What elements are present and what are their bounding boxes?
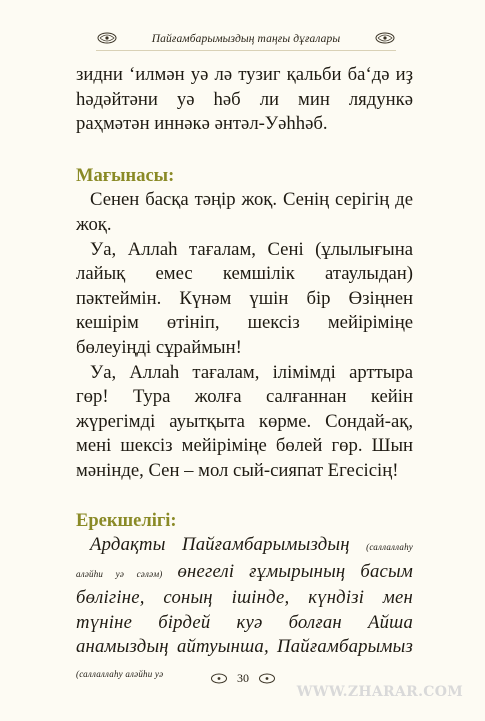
page-content [76, 63, 413, 687]
ornament-icon [374, 30, 396, 46]
salawat-note-2: (саллаллаһу аләйһи уә [76, 669, 164, 680]
feature-paragraph [76, 533, 413, 687]
feature-text-2: өнегелі ғұмырының басым бөлігіне, соның ішінде, күндізі мен түніне бірдей куә болған Айша анамыздың айтуынша, Пайғамбарымыз [76, 560, 413, 658]
salawat-note-1a: (саллаллаһу [366, 542, 413, 553]
header-divider [96, 50, 396, 51]
meaning-paragraph-2: Уа, Аллаһ тағалам, Сені (ұлылығына лайық емес кемшілік атаулыдан) пәктеймін. Күнәм үшін бір Өзіңнен кешірім өтініп, шексіз мейіріміңе бөлеуіңді сұраймын! [76, 238, 413, 358]
ornament-icon [210, 672, 228, 685]
meaning-paragraph-1: Сенен басқа тәңір жоқ. Сенің серігің де жоқ. [76, 189, 413, 235]
meaning-paragraph-3: Уа, Аллаһ тағалам, ілімімді арттыра гөр! Тура жолға салғаннан кейін жүрегімді ауытқыта көрме. Сондай-ақ, мені шексіз мейіріміңе бөлей гөр. Шын мәнінде, Сен – мол сый-сияпат Егесісің! [76, 361, 413, 481]
ornament-icon [96, 30, 118, 46]
salawat-note-1b: аләйһи уә сәләм) [76, 568, 163, 579]
page-footer [210, 670, 276, 686]
watermark: WWW.ZHARAR.COM [296, 684, 463, 700]
prayer-transliteration: зидни ‘илмән уә лә тузиг қальби ба‘дә иҙ һәдәйтәни уә һәб ли мин лядункә раҳмәтән иннәкә әнтәл-Уәһһәб. [76, 64, 413, 135]
feature-text-1: Ардақты Пайғамбарымыздың [90, 534, 367, 556]
ornament-icon [258, 672, 276, 685]
section-heading-feature: Ерекшелігі: [76, 510, 177, 531]
header-title: Пайғамбарымыздың таңғы дұғалары [151, 33, 341, 45]
running-header [96, 30, 396, 48]
page-number: 30 [237, 670, 249, 685]
section-heading-meaning: Мағынасы: [76, 165, 175, 186]
